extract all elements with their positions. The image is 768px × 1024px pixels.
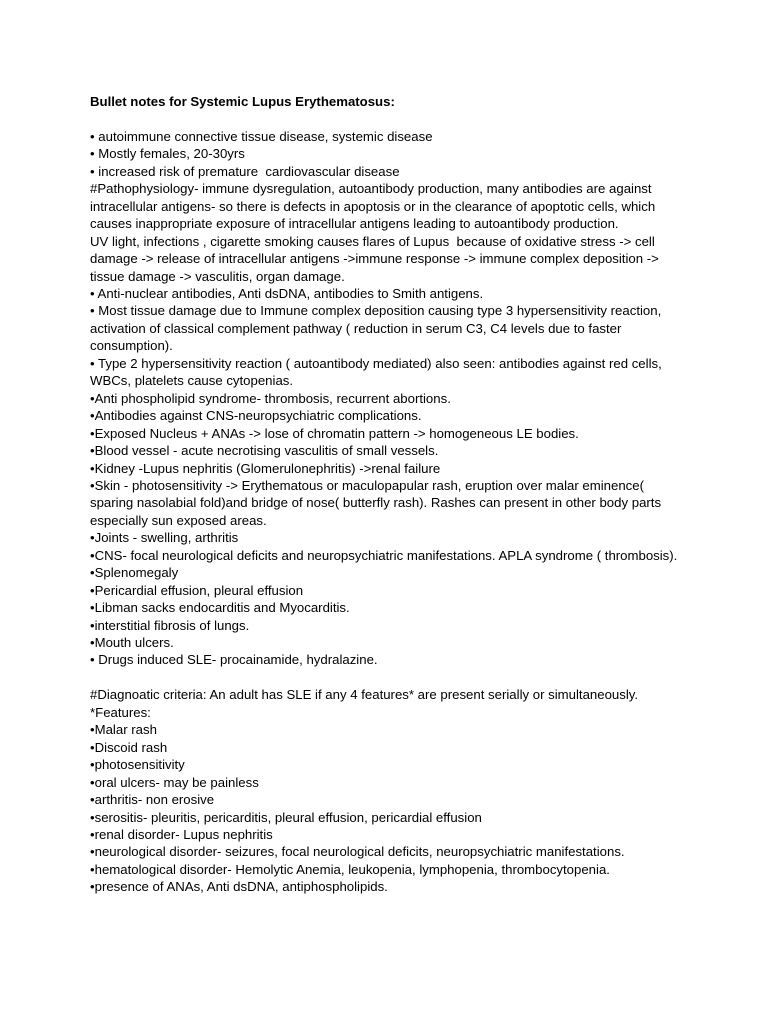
note-line: •Mouth ulcers. (90, 635, 174, 651)
note-line: • Mostly females, 20-30yrs (90, 146, 245, 162)
diagnostic-criteria-section (90, 686, 680, 895)
document-title: Bullet notes for Systemic Lupus Erythematosus: (90, 94, 395, 109)
note-line: •Anti phospholipid syndrome- thrombosis, recurrent abortions. (90, 390, 451, 406)
note-line: •Libman sacks endocarditis and Myocarditis. (90, 600, 350, 616)
notes-section (90, 128, 680, 669)
criteria-line: •photosensitivity (90, 757, 185, 773)
note-line: UV light, infections , cigarette smoking causes flares of Lupus because of oxidative stress -> cell damage -> release of intracellular antigens ->immune response -> immune complex deposition -> tissue damage -> vasculitis, organ damage. (90, 233, 663, 284)
note-line: •Splenomegaly (90, 565, 179, 581)
criteria-line: •hematological disorder- Hemolytic Anemia, leukopenia, lymphopenia, thrombocytopenia. (90, 861, 610, 877)
note-line: • autoimmune connective tissue disease, systemic disease (90, 128, 433, 144)
criteria-line: *Features: (90, 704, 151, 720)
note-line: •Pericardial effusion, pleural effusion (90, 582, 304, 598)
note-line: •Exposed Nucleus + ANAs -> lose of chromatin pattern -> homogeneous LE bodies. (90, 425, 579, 441)
note-line: • Most tissue damage due to Immune complex deposition causing type 3 hypersensitivity reaction, activation of classical complement pathway ( reduction in serum C3, C4 levels due to faster consumption). (90, 303, 665, 354)
note-line: • Type 2 hypersensitivity reaction ( autoantibody mediated) also seen: antibodies against red cells, WBCs, platelets cause cytopenias. (90, 355, 666, 389)
note-line: •interstitial fibrosis of lungs. (90, 617, 250, 633)
criteria-line: •serositis- pleuritis, pericarditis, pleural effusion, pericardial effusion (90, 809, 482, 825)
note-line: •Kidney -Lupus nephritis (Glomerulonephritis) ->renal failure (90, 460, 441, 476)
criteria-line: •Discoid rash (90, 739, 168, 755)
criteria-line: •presence of ANAs, Anti dsDNA, antiphospholipids. (90, 879, 388, 895)
note-line: •Skin - photosensitivity -> Erythematous or maculopapular rash, eruption over malar eminence( sparing nasolabial fold)and bridge of nose( butterfly rash). Rashes can present in other body parts especially sun exposed areas. (90, 477, 665, 528)
note-line: •Joints - swelling, arthritis (90, 530, 239, 546)
note-line: #Pathophysiology- immune dysregulation, autoantibody production, many antibodies are against intracellular antigens- so there is defects in apoptosis or in the clearance of apoptotic cells, which causes inappropriate exposure of intracellular antigens leading to autoantibody production. (90, 181, 659, 232)
note-line: • Drugs induced SLE- procainamide, hydralazine. (90, 652, 378, 668)
criteria-line: •arthritis- non erosive (90, 792, 215, 808)
blank-line (90, 669, 680, 686)
criteria-line: #Diagnoatic criteria: An adult has SLE if any 4 features* are present serially or simultaneously. (90, 687, 639, 703)
criteria-line: •renal disorder- Lupus nephritis (90, 827, 273, 842)
criteria-line: •neurological disorder- seizures, focal neurological deficits, neuropsychiatric manifestations. (90, 844, 625, 860)
criteria-line: •oral ulcers- may be painless (90, 774, 259, 790)
blank-line (90, 110, 680, 127)
note-line: •Blood vessel - acute necrotising vasculitis of small vessels. (90, 443, 439, 459)
note-line: •CNS- focal neurological deficits and neuropsychiatric manifestations. APLA syndrome ( thrombosis). (90, 547, 678, 563)
note-line: •Antibodies against CNS-neuropsychiatric complications. (90, 408, 422, 424)
note-line: • Anti-nuclear antibodies, Anti dsDNA, antibodies to Smith antigens. (90, 285, 484, 301)
document-body (90, 93, 680, 896)
note-line: • increased risk of premature cardiovascular disease (90, 163, 400, 179)
criteria-line: •Malar rash (90, 722, 157, 738)
